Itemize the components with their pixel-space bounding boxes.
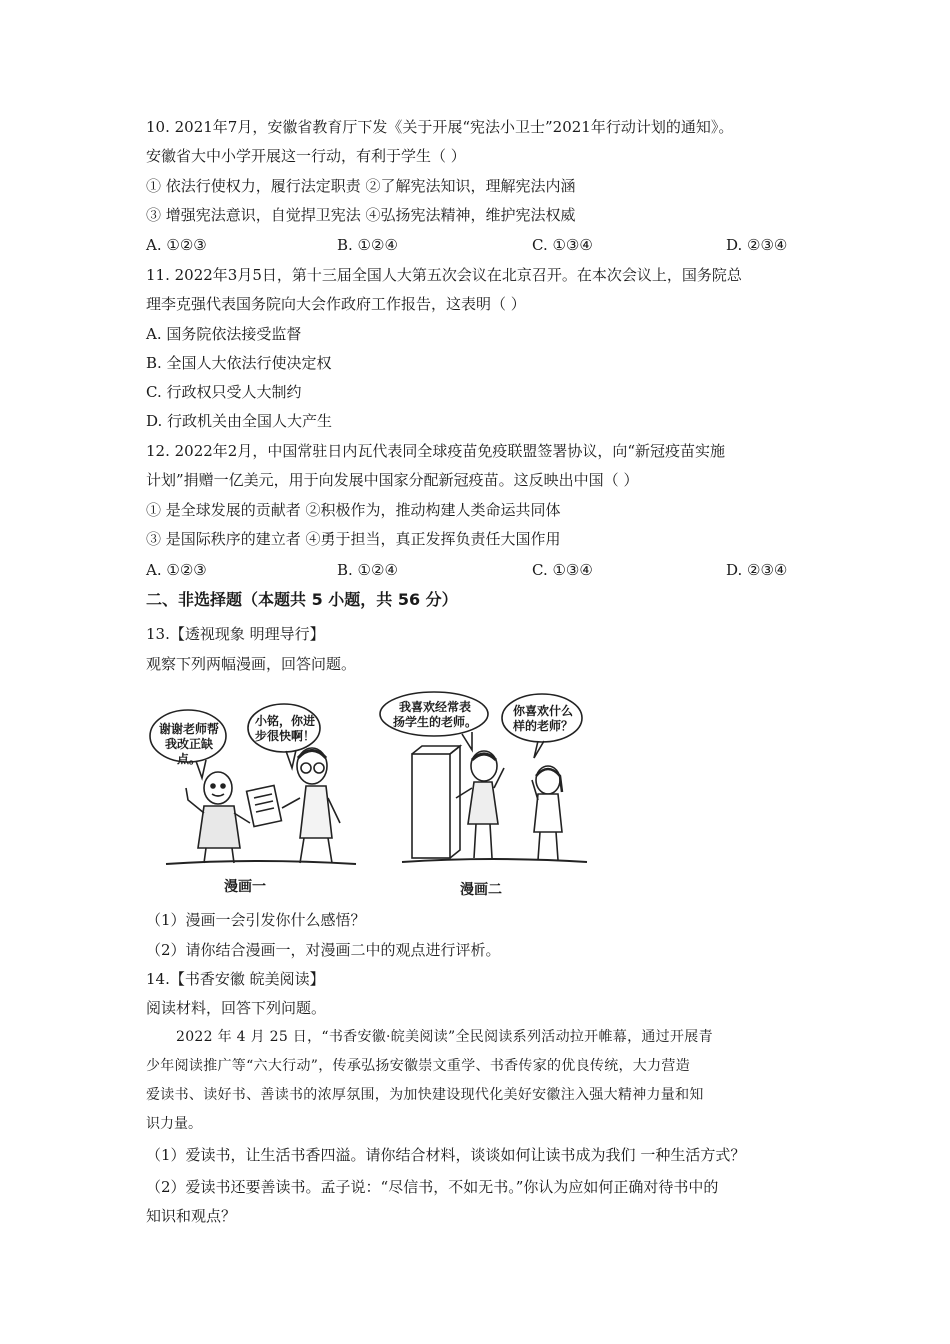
q12-item-line1: ① 是全球发展的贡献者 ②积极作为，推动构建人类命运共同体 bbox=[146, 501, 561, 519]
q14-material-line1: 2022 年 4 月 25 日，“书香安徽·皖美阅读”全民阅读系列活动拉开帷幕，通过开展青 bbox=[176, 1029, 713, 1045]
q10-stem-line2: 安徽省大中小学开展这一行动，有利于学生（ ） bbox=[146, 147, 466, 165]
q10-option-a: A. ①②③ bbox=[146, 236, 207, 254]
bubble-text: 扬学生的老师。 bbox=[392, 715, 477, 729]
q14-sub2-line1: （2）爱读书还要善读书。孟子说：“尽信书，不如无书。”你认为应如何正确对待书中的 bbox=[146, 1178, 719, 1196]
q12-option-d: D. ②③④ bbox=[726, 561, 788, 579]
bubble-text: 步很快啊！ bbox=[254, 729, 315, 743]
section2-heading: 二、非选择题（本题共 5 小题，共 56 分） bbox=[146, 590, 458, 609]
q11-stem-line2: 理李克强代表国务院向大会作政府工作报告，这表明（ ） bbox=[146, 295, 526, 313]
comic-one-bubble-left bbox=[154, 722, 224, 767]
bubble-text: 你喜欢什么 bbox=[512, 704, 573, 718]
q12-option-b: B. ①②④ bbox=[337, 561, 398, 579]
q12-stem-line2: 计划”捐赠一亿美元，用于向发展中国家分配新冠疫苗。这反映出中国（ ） bbox=[146, 471, 639, 489]
q14-intro: 阅读材料，回答下列问题。 bbox=[146, 999, 327, 1017]
q14-sub2-line2: 知识和观点？ bbox=[146, 1207, 237, 1225]
q11-option-c: C. 行政权只受人大制约 bbox=[146, 383, 302, 401]
comic-one bbox=[146, 688, 366, 898]
q12-option-a: A. ①②③ bbox=[146, 561, 207, 579]
bubble-text: 谢谢老师帮 bbox=[158, 722, 219, 736]
comic-two-caption: 漫画二 bbox=[460, 882, 502, 898]
comic-one-bubble-right bbox=[250, 714, 320, 744]
q10-item-line2: ③ 增强宪法意识，自觉捍卫宪法 ④弘扬宪法精神，维护宪法权威 bbox=[146, 206, 576, 224]
q14-material-line2: 少年阅读推广等“六大行动”，传承弘扬安徽崇文重学、书香传家的优良传统，大力营造 bbox=[146, 1058, 691, 1074]
q10-stem-line1: 10. 2021年7月，安徽省教育厅下发《关于开展“宪法小卫士”2021年行动计划的通知》。 bbox=[146, 118, 734, 136]
comic-two-bubble-left bbox=[386, 700, 484, 730]
q10-item-line1: ① 依法行使权力，履行法定职责 ②了解宪法知识，理解宪法内涵 bbox=[146, 177, 576, 195]
q13-title: 13.【透视现象 明理导行】 bbox=[146, 625, 325, 643]
q14-title: 14.【书香安徽 皖美阅读】 bbox=[146, 970, 325, 988]
q14-sub1: （1）爱读书，让生活书香四溢。请你结合材料，谈谈如何让读书成为我们 一种生活方式？ bbox=[146, 1146, 746, 1164]
bubble-text: 小铭，你进 bbox=[254, 714, 315, 728]
comic-one-caption: 漫画一 bbox=[224, 879, 266, 895]
q10-option-c: C. ①③④ bbox=[532, 236, 593, 254]
comic-two bbox=[372, 688, 592, 898]
bubble-text: 我喜欢经常表 bbox=[398, 700, 471, 714]
q12-stem-line1: 12. 2022年2月，中国常驻日内瓦代表同全球疫苗免疫联盟签署协议，向“新冠疫苗实施 bbox=[146, 442, 726, 460]
q12-option-c: C. ①③④ bbox=[532, 561, 593, 579]
q13-sub2: （2）请你结合漫画一，对漫画二中的观点进行评析。 bbox=[146, 941, 501, 959]
bubble-text: 样的老师？ bbox=[512, 719, 573, 733]
q11-stem-line1: 11. 2022年3月5日，第十三届全国人大第五次会议在北京召开。在本次会议上，国务院总 bbox=[146, 266, 742, 284]
q13-sub1: （1）漫画一会引发你什么感悟？ bbox=[146, 911, 366, 929]
q12-item-line2: ③ 是国际秩序的建立者 ④勇于担当，真正发挥负责任大国作用 bbox=[146, 530, 561, 548]
q13-intro: 观察下列两幅漫画，回答问题。 bbox=[146, 655, 357, 673]
q11-option-d: D. 行政机关由全国人大产生 bbox=[146, 412, 333, 430]
q14-material-line3: 爱读书、读好书、善读书的浓厚氛围，为加快建设现代化美好安徽注入强大精神力量和知 bbox=[146, 1087, 704, 1103]
comic-two-bubble-right bbox=[506, 704, 580, 734]
q10-option-b: B. ①②④ bbox=[337, 236, 398, 254]
q11-option-a: A. 国务院依法接受监督 bbox=[146, 325, 302, 343]
q11-option-b: B. 全国人大依法行使决定权 bbox=[146, 354, 332, 372]
q10-option-d: D. ②③④ bbox=[726, 236, 788, 254]
q14-material-line4: 识力量。 bbox=[146, 1116, 202, 1132]
bubble-text: 我改正缺点。 bbox=[164, 737, 213, 766]
